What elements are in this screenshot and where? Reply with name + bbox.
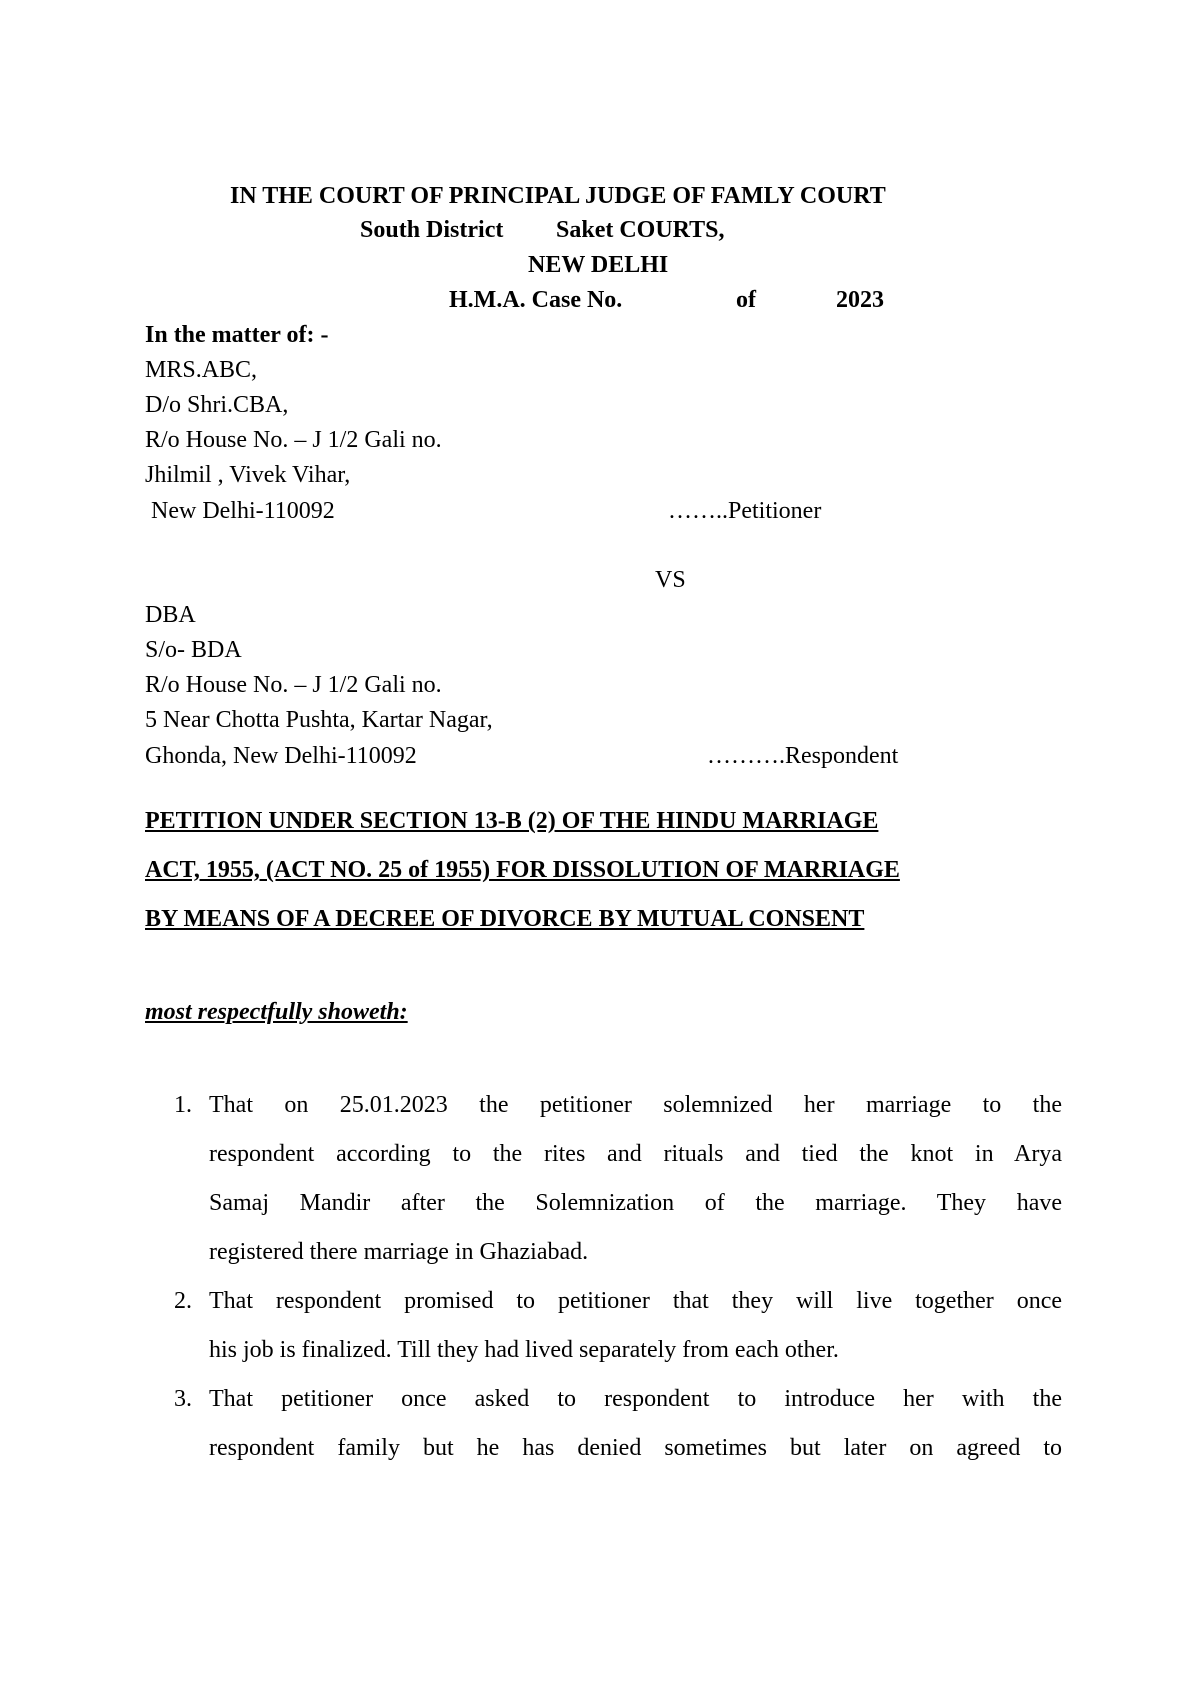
paragraph-3-line2: respondent family but he has denied sometimes but later on agreed to xyxy=(209,1435,1062,1461)
case-year: 2023 xyxy=(836,287,884,313)
paragraph-3-number: 3. xyxy=(174,1386,192,1412)
case-number-label: H.M.A. Case No. xyxy=(449,287,623,313)
petition-title-line3: BY MEANS OF A DECREE OF DIVORCE BY MUTUAL CONSENT xyxy=(145,906,865,932)
paragraph-1-number: 1. xyxy=(174,1092,192,1118)
court-title: IN THE COURT OF PRINCIPAL JUDGE OF FAMLY COURT xyxy=(230,183,886,209)
matter-heading: In the matter of: - xyxy=(145,322,329,348)
court-district: South District xyxy=(360,217,504,243)
versus-label: VS xyxy=(655,567,686,593)
case-number-of: of xyxy=(736,287,756,313)
petition-title-line2: ACT, 1955, (ACT NO. 25 of 1955) FOR DISSOLUTION OF MARRIAGE xyxy=(145,857,900,883)
petitioner-name: MRS.ABC, xyxy=(145,357,258,383)
petitioner-role: ……..Petitioner xyxy=(668,498,822,524)
respondent-address-line3: Ghonda, New Delhi-110092 xyxy=(145,743,417,769)
salutation: most respectfully showeth: xyxy=(145,999,408,1025)
respondent-parent: S/o- BDA xyxy=(145,637,242,663)
paragraph-1-line2: respondent according to the rites and rituals and tied the knot in Arya xyxy=(209,1141,1062,1167)
petitioner-address-line3: New Delhi-110092 xyxy=(145,498,335,524)
court-city: NEW DELHI xyxy=(528,252,669,278)
paragraph-1-line3: Samaj Mandir after the Solemnization of the marriage. They have xyxy=(209,1190,1062,1216)
paragraph-1-line1: That on 25.01.2023 the petitioner solemnized her marriage to the xyxy=(209,1092,1062,1118)
paragraph-2-number: 2. xyxy=(174,1288,192,1314)
paragraph-3-line1: That petitioner once asked to respondent to introduce her with the xyxy=(209,1386,1062,1412)
petition-title-line1: PETITION UNDER SECTION 13-B (2) OF THE HINDU MARRIAGE xyxy=(145,808,879,834)
respondent-role: ……….Respondent xyxy=(707,743,899,769)
paragraph-1-line4: registered there marriage in Ghaziabad. xyxy=(209,1239,589,1265)
paragraph-2-line1: That respondent promised to petitioner that they will live together once xyxy=(209,1288,1062,1314)
respondent-address-line1: R/o House No. – J 1/2 Gali no. xyxy=(145,672,442,698)
respondent-name: DBA xyxy=(145,602,196,628)
court-courts: Saket COURTS, xyxy=(556,217,725,243)
paragraph-2-line2: his job is finalized. Till they had lived separately from each other. xyxy=(209,1337,839,1363)
petitioner-address-line1: R/o House No. – J 1/2 Gali no. xyxy=(145,427,442,453)
respondent-address-line2: 5 Near Chotta Pushta, Kartar Nagar, xyxy=(145,707,493,733)
petitioner-parent: D/o Shri.CBA, xyxy=(145,392,289,418)
petitioner-address-line2: Jhilmil , Vivek Vihar, xyxy=(145,462,351,488)
